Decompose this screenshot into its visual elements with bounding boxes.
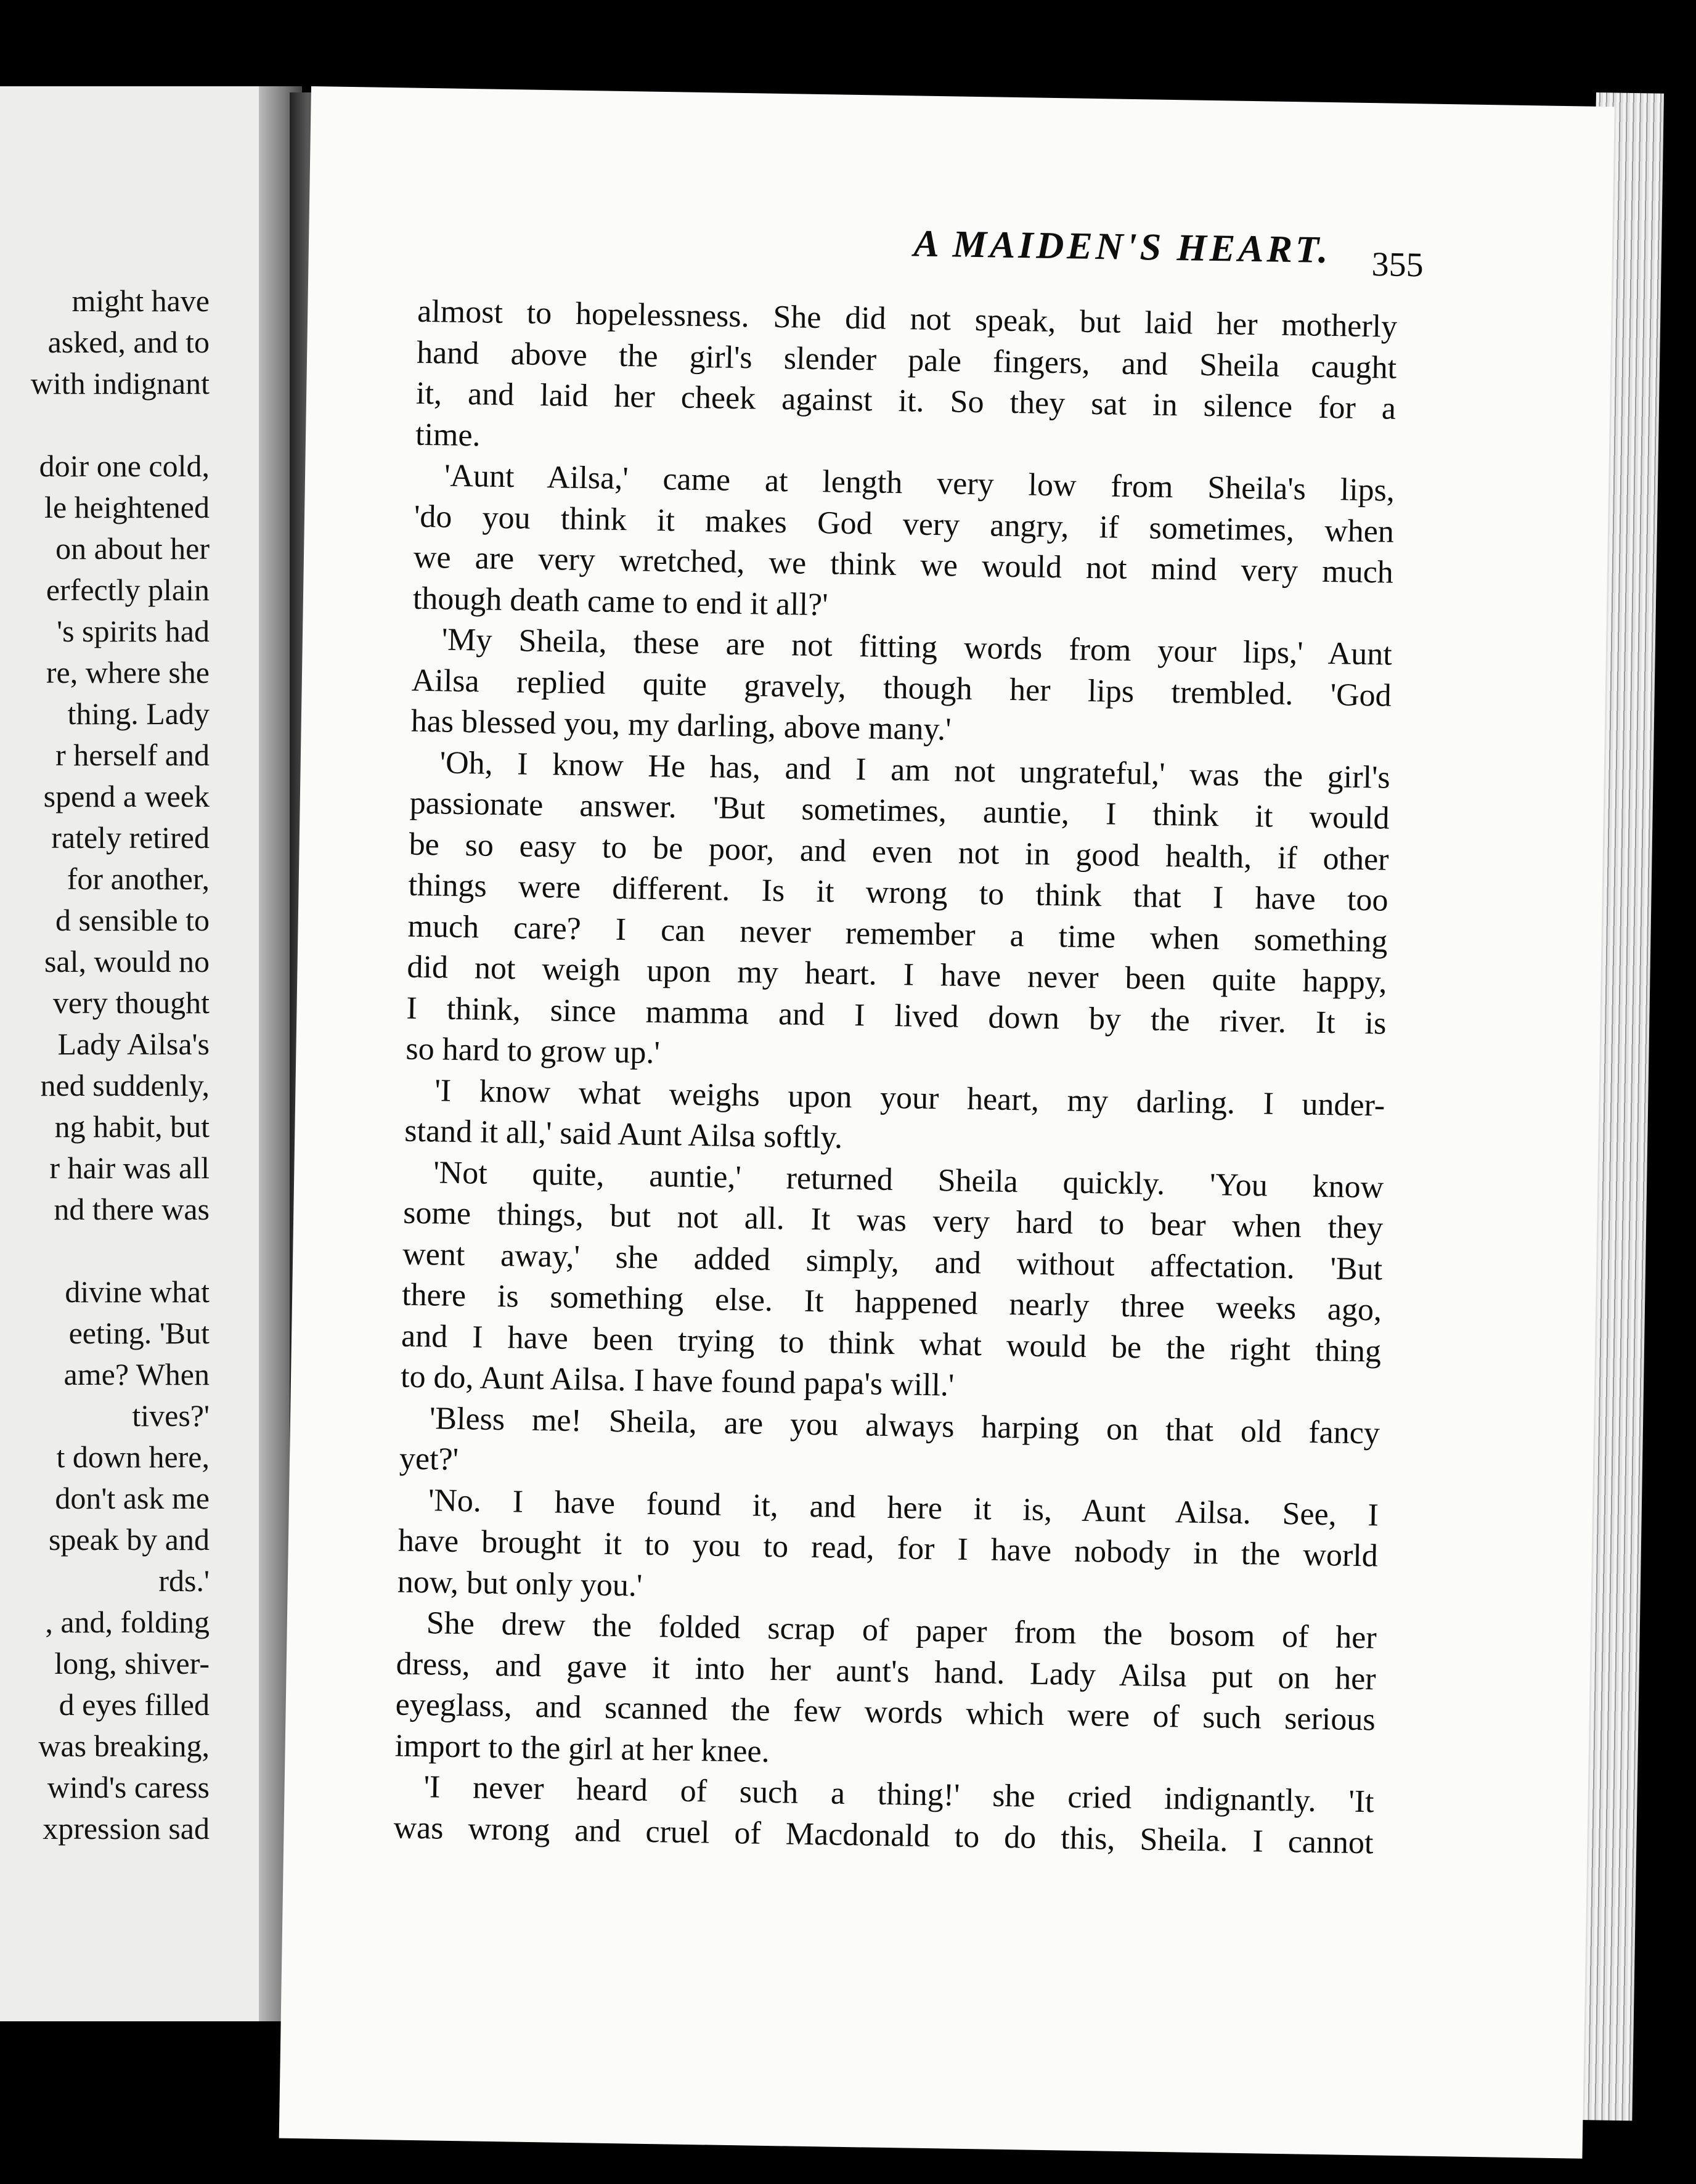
left-page-line: erfectly plain xyxy=(46,572,210,607)
text-line: we are very wretched, we think we would not mind very much xyxy=(413,539,1394,590)
text-line: yet?' xyxy=(399,1441,459,1478)
running-head: A MAIDEN'S HEART. xyxy=(913,222,1332,272)
left-page-line: might have xyxy=(71,283,210,318)
left-page-line: long, shiver- xyxy=(54,1646,210,1681)
left-facing-page xyxy=(0,86,302,2021)
text-line: though death came to end it all?' xyxy=(412,581,828,622)
text-line: hand above the girl's slender pale fingers, and Sheila caught xyxy=(416,335,1397,386)
left-page-line: very thought xyxy=(52,985,210,1020)
left-page-line: rds.' xyxy=(158,1563,210,1598)
text-line: have brought it to you to read, for I have nobody in the world xyxy=(398,1523,1379,1574)
text-line: dress, and gave it into her aunt's hand. Lady Ailsa put on her xyxy=(396,1645,1377,1697)
text-line: 'I never heard of such a thing!' she cried indignantly. 'It xyxy=(423,1769,1374,1820)
left-page-line: , and, folding xyxy=(45,1605,210,1639)
left-page-line: tives?' xyxy=(132,1398,210,1433)
left-page-line: on about her xyxy=(55,531,210,566)
text-line: 'do you think it makes God very angry, if sometimes, when xyxy=(414,499,1395,550)
text-line: 'Aunt Ailsa,' came at length very low from Sheila's lips, xyxy=(444,458,1395,508)
text-line: 'Not quite, auntie,' returned Sheila quickly. 'You know xyxy=(433,1154,1384,1205)
left-page-line: divine what xyxy=(65,1274,210,1309)
text-line: be so easy to be poor, and even not in good health, if other xyxy=(409,826,1389,878)
text-line: almost to hopelessness. She did not speak, but laid her motherly xyxy=(417,293,1398,344)
left-page-line: don't ask me xyxy=(55,1481,210,1515)
text-line: it, and laid her cheek against it. So they sat in silence for a xyxy=(415,375,1396,426)
text-line: She drew the folded scrap of paper from the bosom of her xyxy=(426,1605,1377,1656)
text-line: much care? I can never remember a time when something xyxy=(407,908,1388,960)
left-page-line: t down here, xyxy=(56,1440,210,1474)
text-line: 'I know what weighs upon your heart, my darling. I under- xyxy=(434,1072,1385,1123)
left-page-line: 's spirits had xyxy=(57,614,210,648)
text-line: things were different. Is it wrong to think that I have too xyxy=(408,867,1388,918)
text-line: there is something else. It happened nearly three weeks ago, xyxy=(401,1277,1382,1328)
left-page-line: spend a week xyxy=(43,779,210,813)
text-line: so hard to grow up.' xyxy=(406,1031,661,1071)
text-line: to do, Aunt Ailsa. I have found papa's will.' xyxy=(400,1359,955,1403)
text-line: stand it all,' said Aunt Ailsa softly. xyxy=(404,1113,843,1155)
left-page-line: xpression sad xyxy=(43,1811,210,1846)
left-page-line: for another, xyxy=(67,862,210,896)
text-line: eyeglass, and scanned the few words which were of such serious xyxy=(395,1687,1376,1738)
left-page-line: eeting. 'But xyxy=(68,1316,210,1350)
text-line: did not weigh upon my heart. I have never been quite happy, xyxy=(407,949,1387,1000)
left-page-line: sal, would no xyxy=(44,944,210,979)
left-page-line: ame? When xyxy=(63,1357,210,1391)
left-page-line: d eyes filled xyxy=(59,1687,210,1722)
left-page-line: r hair was all xyxy=(49,1151,210,1185)
left-page-line: doir one cold, xyxy=(39,449,210,483)
left-page-line xyxy=(0,404,210,446)
text-line: has blessed you, my darling, above many.' xyxy=(410,703,952,748)
left-page-line: wind's caress xyxy=(47,1770,210,1804)
left-page-line: thing. Lady xyxy=(67,696,210,731)
body-text xyxy=(393,291,1397,1864)
left-page-line: Lady Ailsa's xyxy=(57,1027,210,1061)
text-line: time. xyxy=(415,417,481,453)
left-page-line: rately retired xyxy=(51,820,210,855)
left-page-line: nd there was xyxy=(54,1192,210,1226)
text-line: import to the girl at her knee. xyxy=(394,1727,770,1769)
right-page xyxy=(279,86,1615,2159)
left-page-line: with indignant xyxy=(30,366,210,401)
text-line: 'Oh, I know He has, and I am not ungrateful,' was the girl's xyxy=(439,744,1391,796)
text-line: was wrong and cruel of Macdonald to do this, Sheila. I cannot xyxy=(393,1809,1374,1860)
left-page-line: was breaking, xyxy=(38,1729,210,1763)
text-line: 'Bless me! Sheila, are you always harping on that old fancy xyxy=(429,1400,1380,1451)
left-page-line: speak by and xyxy=(48,1522,210,1557)
left-page-line: re, where she xyxy=(46,655,210,690)
text-line: passionate answer. 'But sometimes, auntie, I think it would xyxy=(409,785,1390,836)
page-number: 355 xyxy=(1371,245,1424,285)
left-page-line: r herself and xyxy=(55,738,210,772)
text-line: went away,' she added simply, and without affectation. 'But xyxy=(402,1236,1383,1287)
text-line: 'No. I have found it, and here it is, Aunt Ailsa. See, I xyxy=(428,1482,1379,1533)
left-page-line: d sensible to xyxy=(55,903,210,937)
text-line: Ailsa replied quite gravely, though her lips trembled. 'God xyxy=(411,662,1392,714)
left-page-line xyxy=(0,1230,210,1271)
text-line: some things, but not all. It was very hard to bear when they xyxy=(402,1195,1384,1246)
text-line: 'My Sheila, these are not fitting words from your lips,' Aunt xyxy=(441,622,1393,672)
text-line: I think, since mamma and I lived down by the river. It is xyxy=(406,990,1387,1041)
left-page-line: le heightened xyxy=(44,490,210,524)
left-page-line: ned suddenly, xyxy=(40,1068,210,1102)
left-page-text xyxy=(0,280,210,1849)
left-page-line: ng habit, but xyxy=(54,1109,210,1144)
left-page-line: asked, and to xyxy=(47,325,210,359)
text-line: now, but only you.' xyxy=(397,1564,643,1603)
text-line: and I have been trying to think what would be the right thing xyxy=(401,1318,1382,1369)
